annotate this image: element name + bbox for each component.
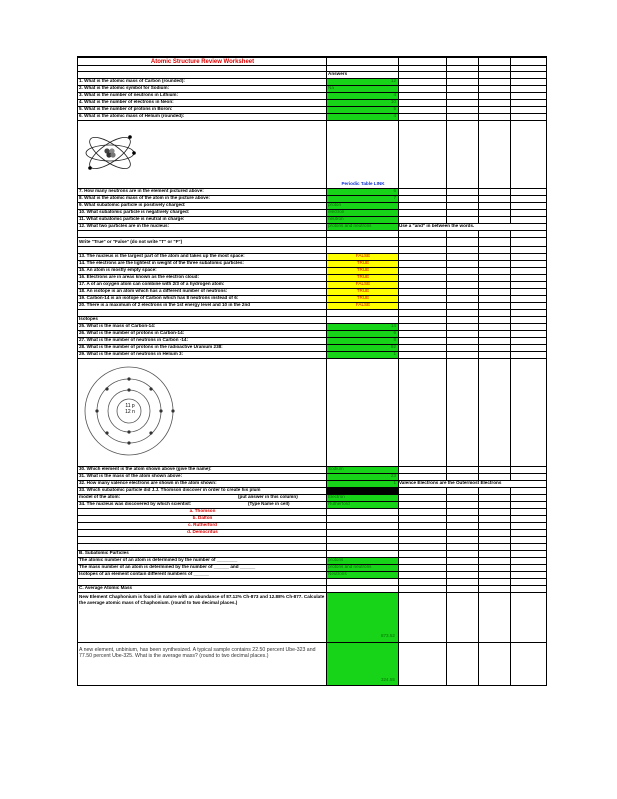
tf-answer-cell[interactable]: FALSE (327, 282, 399, 289)
question-text: 6. What is the atomic mass of Helium (rounded): (77, 114, 327, 121)
answer-cell[interactable]: 6 (327, 331, 399, 338)
blank-row (77, 247, 547, 254)
answer-cell[interactable]: 873.52 (327, 593, 399, 643)
choice-row (77, 530, 547, 537)
blank-row (77, 310, 547, 317)
question-row-16 (77, 275, 547, 282)
question-text: 26. What is the number of protons in Carbon-14: (77, 331, 327, 338)
question-row-27 (77, 338, 547, 345)
question-text: The mass number of an atom is determined by the number of ______ and ______ (77, 565, 327, 572)
answer-cell[interactable]: 1 (327, 352, 399, 359)
question-text: 25. What is the mass of Carbon-14: (77, 324, 327, 331)
answer-cell[interactable]: Electron (327, 495, 399, 502)
nucleus-protons: 11 p (125, 403, 135, 409)
answer-hint: (put answer in this column) (238, 495, 298, 499)
choice-b: b. Dalton (77, 516, 327, 523)
question-row-25 (77, 324, 547, 331)
question-text: 13. The nucleus is the largest part of the atom and takes up the most space: (77, 254, 327, 261)
tf-answer-cell[interactable]: TRUE (327, 261, 399, 268)
answer-cell[interactable]: Neutrons (327, 572, 399, 579)
section-b-row-2 (77, 565, 547, 572)
answer-cell[interactable]: proton (327, 203, 399, 210)
question-row-20 (77, 303, 547, 310)
answer-cell[interactable]: 1 (327, 481, 399, 488)
atom-diagram-icon (80, 123, 150, 183)
question-text: 7. How many neutrons are in the element pictured above: (77, 189, 327, 196)
answers-header-row (77, 72, 547, 79)
tf-answer-cell[interactable]: TRUE (327, 289, 399, 296)
sodium-atom-picture (77, 359, 327, 467)
question-row-15 (77, 268, 547, 275)
question-row-28 (77, 345, 547, 352)
question-text: 27. What is the number of neutrons in Carbon -14: (77, 338, 327, 345)
question-text: 12. What two particles are in the nucleus: (77, 224, 327, 231)
question-row-10 (77, 210, 547, 217)
question-row-19 (77, 296, 547, 303)
tf-answer-cell[interactable]: TRUE (327, 296, 399, 303)
question-row-4 (77, 100, 547, 107)
question-text: 18. An isotope is an atom which has a different number of neutrons: (77, 289, 327, 296)
periodic-table-link[interactable]: Periodic Table LINK (327, 121, 399, 189)
question-text: 16. Electrons are in areas known as the electron cloud: (77, 275, 327, 282)
question-row-33b (77, 495, 547, 502)
answer-cell[interactable]: 92 (327, 345, 399, 352)
question-text: 9. What subatomic particle is positively charged: (77, 203, 327, 210)
choice-row (77, 516, 547, 523)
isotopes-header-row (77, 317, 547, 324)
worksheet-title: Atomic Structure Review Worksheet (77, 57, 327, 66)
question-row-1 (77, 79, 547, 86)
question-row-32 (77, 481, 547, 488)
worksheet (77, 56, 547, 686)
blank-row (77, 544, 547, 551)
answer-cell[interactable]: 10 (327, 100, 399, 107)
answers-header: Answers (327, 72, 399, 79)
nucleus-neutrons: 12 n (125, 408, 135, 415)
answer-cell[interactable]: 6 (327, 189, 399, 196)
answer-cell[interactable]: 324.55 (327, 643, 399, 686)
tf-answer-cell[interactable]: TRUE (327, 268, 399, 275)
question-text: 29. What is the number of neutrons in Helium 3: (77, 352, 327, 359)
answer-cell[interactable]: protons and neutrons (327, 224, 399, 231)
question-text: 34. The nucleus was discovered by which scientist: (79, 502, 192, 506)
question-text: 19. Carbon-14 is an isotope of Carbon which has 8 neutrons instead of 6: (77, 296, 327, 303)
question-row-29 (77, 352, 547, 359)
answer-cell[interactable]: 4 (327, 93, 399, 100)
choice-row (77, 509, 547, 516)
question-row-30 (77, 467, 547, 474)
section-c-header-row (77, 586, 547, 593)
answer-cell[interactable]: electron (327, 210, 399, 217)
question-text: 28. What is the number of protons in the radioactive Uranium 238: (77, 345, 327, 352)
answer-cell-blocked (327, 488, 399, 495)
answer-cell[interactable]: 23 (327, 474, 399, 481)
choice-a: a. Thomson (77, 509, 327, 516)
question-row-6 (77, 114, 547, 121)
answer-hint: (Type Name in cell) (248, 502, 290, 506)
tf-instructions-row (77, 238, 547, 247)
question-text: 31. What is the mass of the atom shown above: (77, 474, 327, 481)
answer-hint: Valence Electrons are the Outermost Electrons (399, 481, 547, 488)
tf-answer-cell[interactable]: TRUE (327, 275, 399, 282)
question-text: 33. Which subatomic particle did J.J. Thomson discover in order to create his plum (77, 488, 327, 495)
tf-answer-cell[interactable]: FALSE (327, 303, 399, 310)
question-row-9 (77, 203, 547, 210)
question-text: 32. How many valence electrons are shown in the atom shown: (77, 481, 327, 488)
section-c-question-2-row (77, 643, 547, 686)
answer-cell[interactable]: protons (327, 558, 399, 565)
answer-cell[interactable]: 14 (327, 324, 399, 331)
answer-cell[interactable]: neutron (327, 217, 399, 224)
question-row-7 (77, 189, 547, 196)
section-b-row-1 (77, 558, 547, 565)
question-text: New Element Chaphonium is found in nature with an abundance of 87.12% Ch-873 and 12.88% Ch-877. Calculate the average atomic mass of Chaphonium. (round to two decimal places.) (77, 593, 327, 643)
question-row-17 (77, 282, 547, 289)
nucleus-label (118, 404, 142, 415)
question-row-18 (77, 289, 547, 296)
question-text: 17. A of an oxygen atom can combine with 2/3 of a hydrogen atom: (77, 282, 327, 289)
question-text: 5. What is the number of protons in Boron: (77, 107, 327, 114)
section-header: C. Average Atomic Mass (77, 586, 327, 593)
lithium-atom-picture (77, 121, 327, 189)
blank-row (77, 537, 547, 544)
question-text: 3. What is the number of neutrons in Lithium: (77, 93, 327, 100)
question-row-13 (77, 254, 547, 261)
question-text: 8. What is the atomic mass of the atom in the picture above: (77, 196, 327, 203)
answer-cell[interactable]: 12 (327, 79, 399, 86)
question-text: 4. What is the number of electrons in Neon: (77, 100, 327, 107)
question-text: model of the atom: (79, 495, 121, 499)
blank-row (77, 579, 547, 586)
section-header: Isotopes (77, 317, 327, 324)
sodium-atom-picture-row (77, 359, 547, 467)
answer-cell[interactable]: 8 (327, 338, 399, 345)
question-row-12 (77, 224, 547, 231)
question-row-31 (77, 474, 547, 481)
answer-cell[interactable]: protons and neutrons (327, 565, 399, 572)
section-header: B. Subatomic Particles (77, 551, 327, 558)
question-row-5 (77, 107, 547, 114)
question-row-34 (77, 502, 547, 509)
question-text: 30. Which element is the atom shown above (give the name): (77, 467, 327, 474)
question-row-2 (77, 86, 547, 93)
answer-cell[interactable]: Na (327, 86, 399, 93)
question-text: 15. An atom is mostly empty space: (77, 268, 327, 275)
question-row-26 (77, 331, 547, 338)
question-text: 11. What subatomic particle is neutral in charge: (77, 217, 327, 224)
answer-cell[interactable]: Rutherford (327, 502, 399, 509)
question-text: 20. There is a maximum of 2 electrons in the 1st energy level and 10 in the 2nd (77, 303, 327, 310)
answer-cell[interactable]: 5 (327, 107, 399, 114)
blank-row (77, 231, 547, 238)
question-text: Isotopes of an element contain different numbers of ______ (77, 572, 327, 579)
question-row-14 (77, 261, 547, 268)
question-row-3 (77, 93, 547, 100)
question-text: 2. What is the atomic symbol for Sodium: (77, 86, 327, 93)
section-b-row-3 (77, 572, 547, 579)
question-text: 10. What subatomic particle is negatively charged: (77, 210, 327, 217)
section-b-header-row (77, 551, 547, 558)
answer-cell[interactable]: 7 (327, 196, 399, 203)
atom-picture-row (77, 121, 547, 189)
question-row-11 (77, 217, 547, 224)
question-text: The atomic number of an atom is determined by the number of ________ (77, 558, 327, 565)
choice-row (77, 523, 547, 530)
answer-cell[interactable]: Sodium (327, 467, 399, 474)
choice-c: c. Rutherford (77, 523, 327, 530)
tf-instructions: Write "True" or "False" (do not write "T" or "F") (77, 238, 327, 247)
question-row-8 (77, 196, 547, 203)
question-text: 1. What is the atomic mass of Carbon (rounded): (77, 79, 327, 86)
answer-cell[interactable]: 4 (327, 114, 399, 121)
question-text: 14. The electrons are the lightest in weight of the three subatomic particles: (77, 261, 327, 268)
question-text: A new element, unbinium, has been synthesized. A typical sample contains 22.50 percent Ube-323 and 77.50 percent Ube-325. What is the average mass? (round to two decimal places.) (77, 643, 327, 686)
question-row-33 (77, 488, 547, 495)
answer-hint: Use a "and" in between the words. (399, 224, 547, 231)
section-c-question-1-row (77, 593, 547, 643)
choice-d: d. Democritus (77, 530, 327, 537)
blank-row (77, 65, 547, 72)
tf-answer-cell[interactable]: FALSE (327, 254, 399, 261)
